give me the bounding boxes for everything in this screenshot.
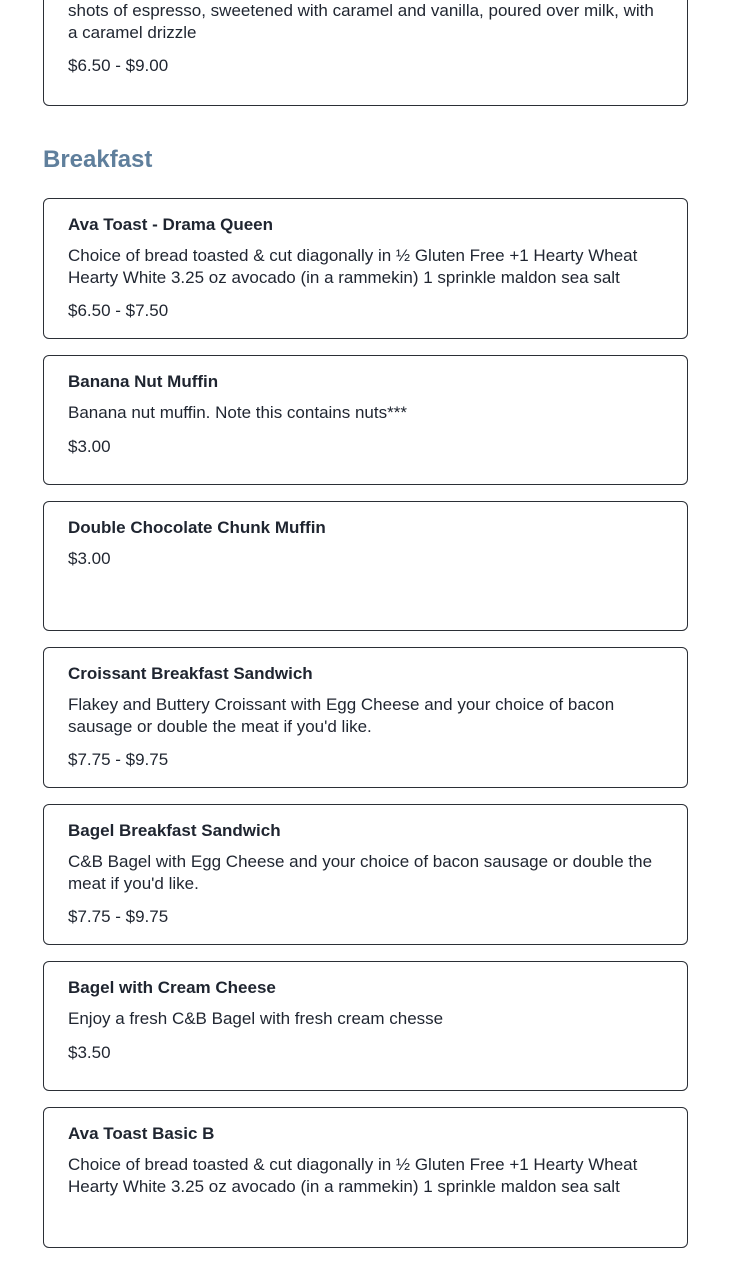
menu-item-card[interactable] bbox=[43, 501, 688, 631]
menu-item-card[interactable] bbox=[43, 1107, 688, 1248]
item-name: Croissant Breakfast Sandwich bbox=[68, 664, 313, 683]
menu-item-card[interactable] bbox=[43, 355, 688, 485]
menu-item-card[interactable] bbox=[43, 961, 688, 1091]
item-name: Bagel with Cream Cheese bbox=[68, 978, 276, 997]
item-name: Double Chocolate Chunk Muffin bbox=[68, 518, 326, 537]
item-name: Ava Toast Basic B bbox=[68, 1124, 215, 1143]
item-price: $3.50 bbox=[68, 1042, 111, 1062]
item-name: Ava Toast - Drama Queen bbox=[68, 215, 274, 234]
item-description: Banana nut muffin. Note this contains nuts*** bbox=[68, 403, 407, 422]
menu-item-card[interactable] bbox=[43, 0, 688, 106]
item-name: Banana Nut Muffin bbox=[68, 372, 219, 391]
item-price: $3.00 bbox=[68, 436, 111, 456]
item-description: C&B Bagel with Egg Cheese and your choice of bacon sausage or double the meat if you'd like. bbox=[68, 852, 653, 893]
item-description: Enjoy a fresh C&B Bagel with fresh cream chesse bbox=[68, 1009, 444, 1028]
item-description: Choice of bread toasted & cut diagonally in ½ Gluten Free +1 Hearty Wheat Hearty White 3.25 oz avocado (in a rammekin) 1 sprinkle maldon sea salt bbox=[68, 1155, 638, 1196]
menu-item-card[interactable] bbox=[43, 647, 688, 788]
menu-item-card[interactable] bbox=[43, 198, 688, 339]
item-name: Bagel Breakfast Sandwich bbox=[68, 821, 281, 840]
item-price: $7.75 - $9.75 bbox=[68, 907, 169, 926]
item-price: $3.00 bbox=[68, 549, 111, 568]
item-description: Choice of bread toasted & cut diagonally in ½ Gluten Free +1 Hearty Wheat Hearty White 3.25 oz avocado (in a rammekin) 1 sprinkle maldon sea salt bbox=[68, 246, 638, 287]
item-description: Flakey and Buttery Croissant with Egg Cheese and your choice of bacon sausage or double the meat if you'd like. bbox=[68, 695, 615, 736]
menu-page bbox=[43, 0, 688, 1264]
section-title-breakfast: Breakfast bbox=[43, 146, 153, 173]
item-price: $7.75 - $9.75 bbox=[68, 750, 169, 769]
item-price: $6.50 - $9.00 bbox=[68, 56, 169, 75]
menu-item-card[interactable] bbox=[43, 804, 688, 945]
item-description: shots of espresso, sweetened with caramel and vanilla, poured over milk, with a caramel drizzle bbox=[68, 1, 654, 42]
item-price: $6.50 - $7.50 bbox=[68, 301, 169, 320]
